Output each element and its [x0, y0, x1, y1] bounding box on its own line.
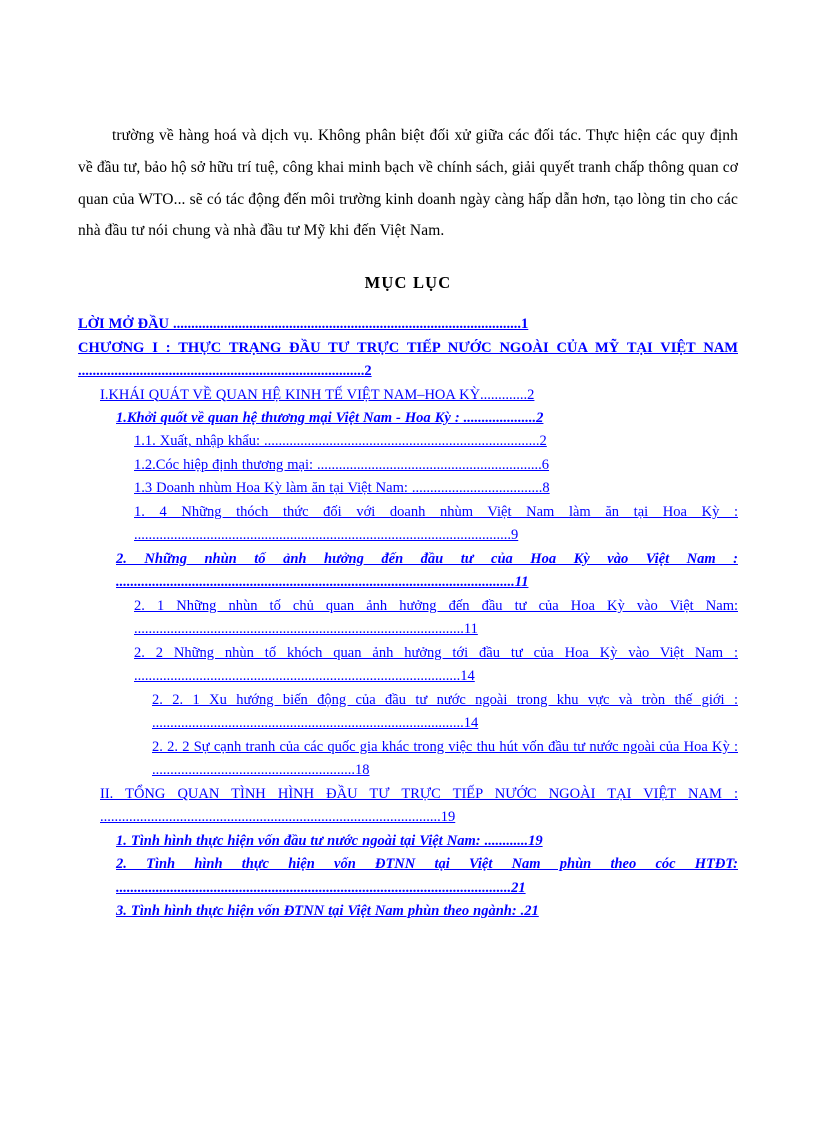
toc-entry[interactable]: II. TỔNG QUAN TÌNH HÌNH ĐẦU TƯ TRỰC TIẾP NƯỚC NGOÀI TẠI VIỆT NAM : ..............................................................................................19 [100, 785, 738, 826]
table-of-contents-heading: MỤC LỤC [364, 273, 452, 293]
toc-entry[interactable]: 1.2.Cóc hiệp định thương mại: ..............................................................6 [134, 456, 550, 473]
toc-entry[interactable]: CHƯƠNG I : THỰC TRẠNG ĐẦU TƯ TRỰC TIẾP NƯỚC NGOÀI CỦA MỸ TẠI VIỆT NAM ...............................................................................2 [78, 339, 738, 380]
toc-entry[interactable]: 1.3 Doanh nhùm Hoa Kỳ làm ăn tại Việt Nam: ....................................8 [134, 480, 550, 497]
toc-entry[interactable]: 1.Khởi quốt về quan hệ thương mại Việt Nam - Hoa Kỳ : ....................2 [116, 410, 544, 426]
toc-entry[interactable]: 3. Tình hình thực hiện vốn ĐTNN tại Việt Nam phùn theo ngành: .21 [116, 903, 539, 920]
toc-entry[interactable]: 2. 2. 1 Xu hướng biến động của đầu tư nước ngoài trong khu vực và tròn thế giới : ......................................................................................14 [152, 691, 738, 732]
toc-entry[interactable]: 2. 1 Những nhùn tố chủ quan ảnh hưởng đến đầu tư của Hoa Kỳ vào Việt Nam: ...........................................................................................11 [134, 597, 738, 638]
toc-entry[interactable]: 2. Tình hình thực hiện vốn ĐTNN tại Việt Nam phùn theo cóc HTĐT: .............................................................................................................21 [116, 856, 738, 896]
toc-entry[interactable]: I.KHÁI QUÁT VỀ QUAN HỆ KINH TẾ VIỆT NAM–HOA KỲ.............2 [100, 386, 535, 403]
toc-entry[interactable]: 1. 4 Những thóch thức đối với doanh nhùm Việt Nam làm ăn tại Hoa Kỳ : ........................................................................................................9 [134, 503, 738, 544]
toc-entry[interactable]: 2. 2. 2 Sự cạnh tranh của các quốc gia khác trong việc thu hút vốn đầu tư nước ngoài của Hoa Kỳ : ........................................................18 [152, 738, 738, 779]
toc-entry[interactable]: LỜI MỞ ĐẦU ................................................................................................1 [78, 316, 529, 333]
intro-paragraph: trường về hàng hoá và dịch vụ. Không phân biệt đối xử giữa các đối tác. Thực hiện các quy định về đầu tư, bảo hộ sở hữu trí tuệ, công khai minh bạch về chính sách, giải quyết tranh chấp thông quan cơ quan của WTO... sẽ có tác động đến môi trường kinh doanh ngày càng hấp dẫn hơn, tạo lòng tin cho các nhà đầu tư nói chung và nhà đầu tư Mỹ khi đến Việt Nam. [78, 127, 738, 240]
toc-entry[interactable]: 1. Tình hình thực hiện vốn đầu tư nước ngoài tại Việt Nam: ............19 [116, 832, 543, 849]
toc-entry[interactable]: 2. Những nhùn tố ảnh hưởng đến đầu tư của Hoa Kỳ vào Việt Nam : ..............................................................................................................11 [116, 550, 738, 591]
toc-entry[interactable]: 1.1. Xuất, nhập khẩu: ............................................................................2 [134, 433, 547, 450]
table-of-contents [78, 313, 738, 924]
toc-entry[interactable]: 2. 2 Những nhùn tố khóch quan ảnh hưởng tới đầu tư của Hoa Kỳ vào Việt Nam : ..........................................................................................14 [134, 644, 738, 685]
